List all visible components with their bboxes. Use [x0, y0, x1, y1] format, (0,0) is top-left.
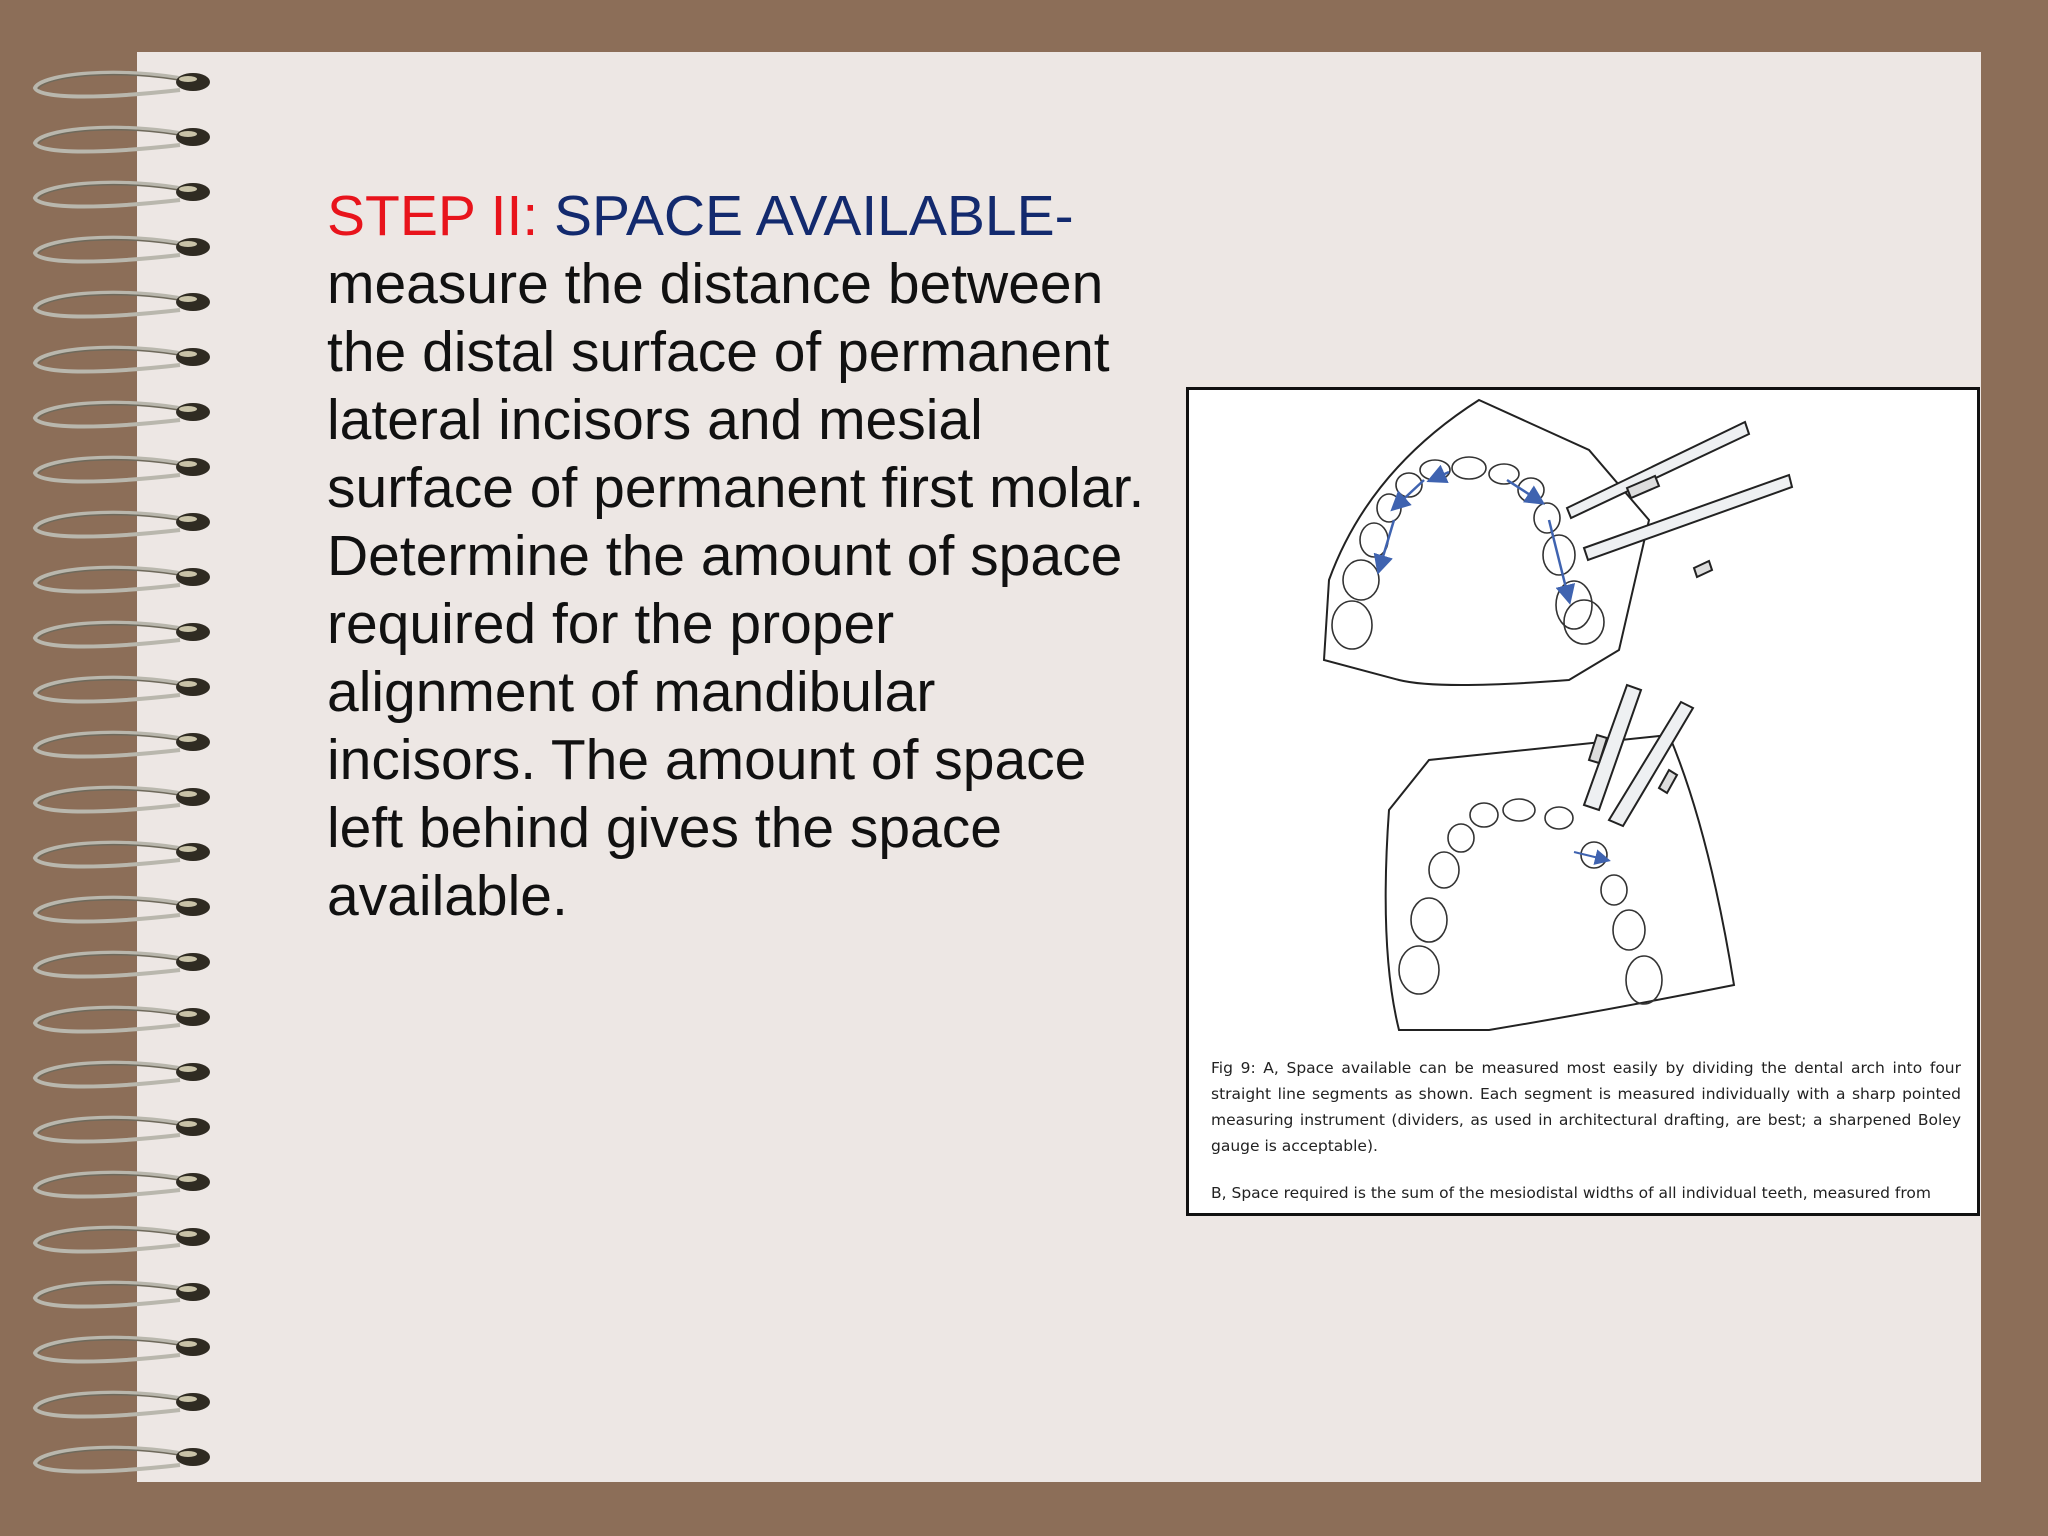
spiral-ring — [35, 1338, 210, 1362]
tooth-outline — [1343, 560, 1379, 600]
arch-b-cast — [1386, 685, 1734, 1030]
spiral-ring — [35, 953, 210, 977]
tooth-outline — [1399, 946, 1439, 994]
tooth-outline — [1377, 494, 1401, 522]
spiral-ring — [35, 843, 210, 867]
spiral-binding — [0, 40, 240, 1510]
tooth-outline — [1564, 600, 1604, 644]
dental-arch-drawing — [1189, 390, 1980, 1040]
slide-body — [327, 182, 1157, 930]
spiral-ring — [35, 568, 210, 592]
tooth-outline — [1332, 601, 1372, 649]
spiral-ring — [35, 1448, 210, 1472]
spiral-ring — [35, 128, 210, 152]
tooth-outline — [1452, 457, 1486, 479]
spiral-ring — [35, 1173, 210, 1197]
tooth-outline — [1556, 581, 1592, 629]
spiral-ring — [35, 898, 210, 922]
spiral-ring — [35, 348, 210, 372]
spiral-ring — [35, 513, 210, 537]
spiral-ring — [35, 1283, 210, 1307]
spiral-ring — [35, 183, 210, 207]
tooth-outline — [1470, 803, 1498, 827]
spiral-ring — [35, 293, 210, 317]
spiral-ring — [35, 623, 210, 647]
tooth-outline — [1489, 464, 1519, 484]
spiral-ring — [35, 733, 210, 757]
spiral-ring — [35, 1063, 210, 1087]
spiral-ring — [35, 678, 210, 702]
tooth-outline — [1613, 910, 1645, 950]
dental-arch-figure — [1186, 387, 1980, 1216]
tooth-outline — [1626, 956, 1662, 1004]
spiral-ring — [35, 788, 210, 812]
figure-caption-b: B, Space required is the sum of the mesiodistal widths of all individual teeth, measured from — [1211, 1184, 1932, 1202]
spiral-ring — [35, 1393, 210, 1417]
spiral-ring — [35, 458, 210, 482]
tooth-outline — [1545, 807, 1573, 829]
step-label: STEP II: — [327, 184, 539, 248]
spiral-ring — [35, 403, 210, 427]
figure-caption-a: Fig 9: A, Space available can be measured most easily by dividing the dental arch into four straight line segments as shown. Each segment is measured individually with a sharp pointed measuring instrument (dividers, as used in architectural drafting, are best; a sharpened Boley gauge is acceptable). — [1211, 1059, 1961, 1155]
arch-a-cast — [1324, 400, 1792, 685]
spiral-ring — [35, 1228, 210, 1252]
arch-a-arrows — [1379, 472, 1569, 600]
tooth-outline — [1429, 852, 1459, 888]
spiral-ring — [35, 1118, 210, 1142]
spiral-ring — [35, 1008, 210, 1032]
tooth-outline — [1411, 898, 1447, 942]
tooth-outline — [1601, 875, 1627, 905]
spiral-ring — [35, 73, 210, 97]
arch-b-arrow — [1574, 852, 1607, 860]
step-title: SPACE AVAILABLE- — [538, 184, 1074, 248]
tooth-outline — [1534, 503, 1560, 533]
tooth-outline — [1503, 799, 1535, 821]
spiral-ring — [35, 238, 210, 262]
body-text: measure the distance between the distal surface of permanent lateral incisors and mesial surface of permanent first molar. Determine the amount of space required for the proper alignment of mandibular incisors. The amount of space left behind gives the space available. — [327, 252, 1145, 928]
tooth-outline — [1448, 824, 1474, 852]
